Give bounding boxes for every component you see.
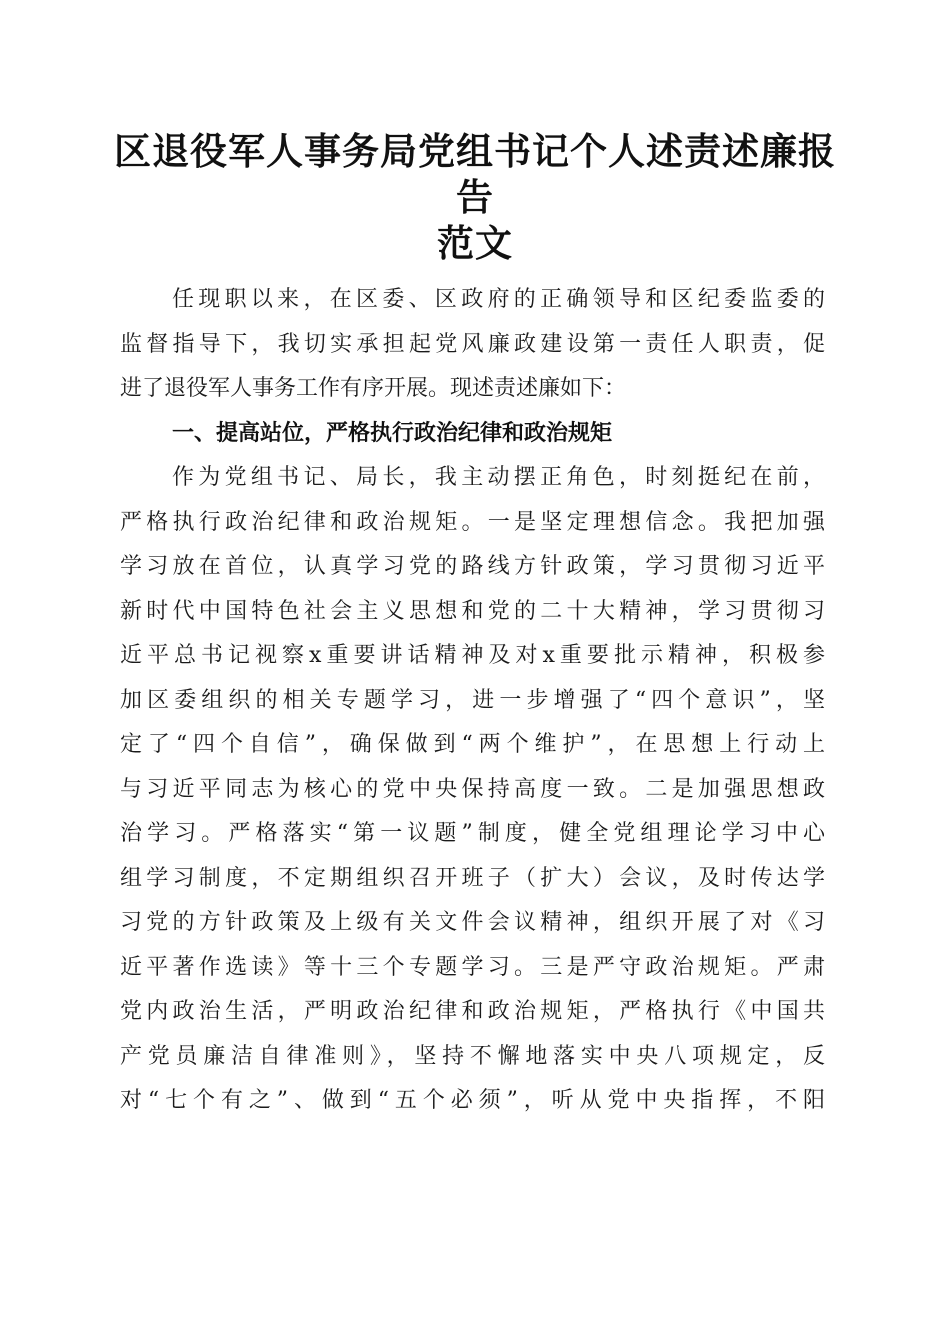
paragraph-line: 近平总书记视察x重要讲话精神及对x重要批示精神，积极参 (120, 643, 825, 668)
paragraph-line: 定了“四个自信”，确保做到“两个维护”，在思想上行动上 (120, 732, 825, 757)
paragraph-line: 产党员廉洁自律准则》，坚持不懈地落实中央八项规定，反 (120, 1043, 825, 1069)
paragraph-line: 对“七个有之”、做到“五个必须”，听从党中央指挥，不阳 (120, 1088, 825, 1113)
document-body (120, 278, 825, 1124)
paragraph-line: 监督指导下，我切实承担起党风廉政建设第一责任人职责，促 (120, 331, 825, 357)
section-heading: 一、提高站位，严格执行政治纪律和政治规矩 (172, 420, 613, 446)
paragraph-line: 严格执行政治纪律和政治规矩。一是坚定理想信念。我把加强 (120, 509, 825, 535)
paragraph-line: 近平著作选读》等十三个专题学习。三是严守政治规矩。严肃 (120, 954, 825, 980)
title-line-1: 区退役军人事务局党组书记个人述责述廉报告 (114, 129, 836, 219)
paragraph-line: 党内政治生活，严明政治纪律和政治规矩，严格执行《中国共 (120, 999, 825, 1024)
title-line-2: 范文 (437, 221, 513, 265)
paragraph-line: 新时代中国特色社会主义思想和党的二十大精神，学习贯彻习 (120, 598, 825, 624)
paragraph-line: 加区委组织的相关专题学习，进一步增强了“四个意识”，坚 (120, 687, 825, 713)
document-title (100, 128, 850, 266)
paragraph-line: 进了退役军人事务工作有序开展。现述责述廉如下： (120, 376, 627, 401)
paragraph-line: 作为党组书记、局长，我主动摆正角色，时刻挺纪在前， (172, 465, 825, 490)
paragraph-line: 习党的方针政策及上级有关文件会议精神，组织开展了对《习 (120, 910, 825, 935)
paragraph-line: 组学习制度，不定期组织召开班子（扩大）会议，及时传达学 (120, 865, 825, 891)
intro-paragraph (120, 278, 825, 412)
paragraph-line: 任现职以来，在区委、区政府的正确领导和区纪委监委的 (172, 287, 825, 312)
paragraph-line: 与习近平同志为核心的党中央保持高度一致。二是加强思想政 (120, 776, 825, 802)
paragraph-line: 治学习。严格落实“第一议题”制度，健全党组理论学习中心 (120, 821, 825, 846)
section1-paragraph (120, 456, 825, 1124)
paragraph-line: 学习放在首位，认真学习党的路线方针政策，学习贯彻习近平 (120, 554, 825, 579)
